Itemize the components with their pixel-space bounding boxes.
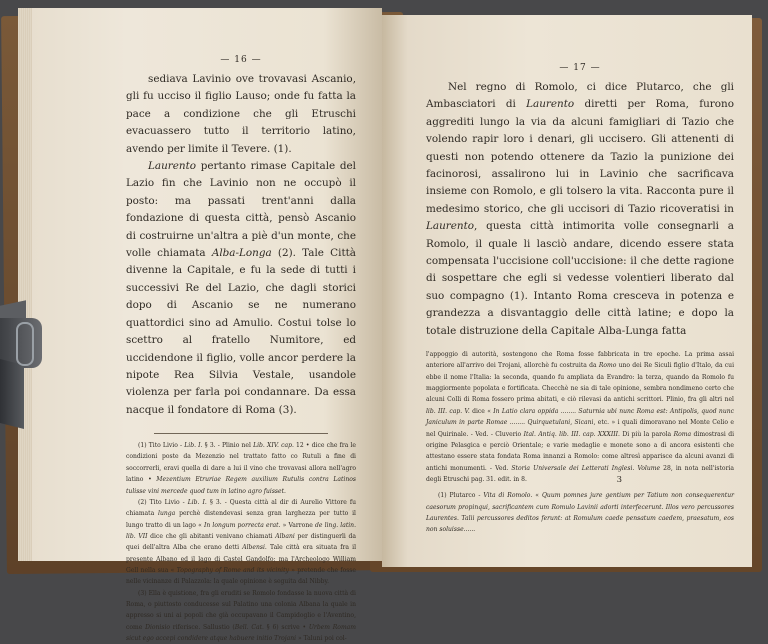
footnote-rule [154,433,328,434]
text-run: » pretende che fosse nelle vicinanze di Palazzola: la quale opinione è seguita dal Nibby. [126,566,356,586]
body-text [426,79,734,340]
text-run: » Varrone [280,521,315,529]
paragraph [126,158,356,419]
italic-text: Dionisio [145,623,171,631]
italic-text: Bell. Cat. [234,623,264,631]
text-run: dice che gli abitanti venivano chiamati [147,532,276,540]
footnote [426,490,734,535]
text-run: (3) Ella è quistione, fra gli eruditi se Romolo fondasse la nuova città di Roma, o piuttosto conducesse sul Palatino una colonia Albana la quale in appresso si uni ai popoli che già occupavano il Campidoglio e l'Aventino, come [126,589,356,631]
binder-clip-ring [16,322,34,366]
italic-text: Laurento [426,220,475,233]
italic-text: Albensi [242,544,265,552]
footnote [126,440,356,497]
italic-text: lunga [158,510,176,518]
text-run: 12 • dice che fra le condizioni poste da Mezenzio nel trattato fatto co Rutuli a fine di soccorrerli, eravi quella di dare a lui il vino che trovavasi allora nell'agro latino • [126,442,357,484]
text-run: » Taluni poi col- [296,634,347,642]
text-run: , etc. » i quali dimoravano nel Monte Celio e nel Quirinale. - Ved. - Cluverio [426,419,734,438]
text-run: Nel regno di Romolo, ci dice Plutarco, che gli Ambasciatori di [426,81,734,111]
italic-text: Urbem Romam sicut ego accepi condidere atque habuere initio Trojani [126,623,357,642]
italic-text: Lib. XIV. cap. [253,442,294,450]
text-run: uno dei Re Siculi figlio d'Italo, da cui ebbe il nome l'Italia: la seconda, quando fu ampliata da Evandro: la terza, quando da Romolo fu maggiormente popolata e fortificata. Checchè ne sia di tale opinione, sembra nondimeno certo che alcuni Colli di Roma fossero prima abitati, e ciò rilevasi da antichi scrittori. Plinio, fra gli altri nel [426,362,735,404]
right-page [382,15,752,567]
footnote-continued [426,349,734,485]
signature-mark: 3 [616,475,622,485]
italic-text: Albani [275,532,295,540]
binder-clip-lower [0,359,24,429]
text-run: , questa città intimorita volle consegnarli a Romolo, il quale li lasciò andare, dicendo essere stata compensata l'uccisione coll'uccisione: il che dette ragione di sospettare che egli si vedesse volentieri liberato dal suo compagno (1). Intanto Roma cresceva in potenza e grandezza a disvantaggio delle città latine; e dopo la totale distruzione della Capitale Alba-Lunga fatta [426,220,734,337]
text-run: § 3. - Questa città al dir di Aurelio Vittore fu chiamata [126,498,356,518]
italic-text: Mezentium Etruriae Regem auxilium Rutulis contra Latinos tulisse vini mercede quod tum in latino agro fuisset. [126,476,356,495]
italic-text: Romo [598,362,617,370]
paragraph [126,71,356,158]
italic-text: Lib. I. [184,442,203,450]
footnotes [426,349,734,536]
footnote [126,497,356,588]
text-run: sediava Lavinio ove trovavasi Ascanio, gli fu ucciso il figlio Lauso; onde fu fatta la pace a condizione che gli Etruschi evacuassero tutto il territorio latino, avendo per limite il Tevere. (1). [126,73,356,155]
text-run: (1) Tito Livio - [138,442,185,450]
text-run: dice « [469,407,494,415]
text-run: . « [530,492,542,500]
text-run: l'appoggio di autorità, sostengono che Roma fosse fabbricata in tre epoche. La prima assai anteriore all'arrivo dei Trojani, allorchè fu costruita da [426,351,734,370]
italic-text: Topography of Rome and its vicinity [176,566,289,574]
text-run: pertanto rimase Capitale del Lazio fin che Lavinio non ne occupò il posto: ma passati trent'anni dalla fondazione di questa città, pensò Ascanio di costruirne un'altra a piè d'un monte, che volle chiamata [126,160,356,260]
text-run: (2) Tito Livio - [138,498,188,506]
italic-text: Ital. Antiq. lib. III. cap. XXXIII. [523,430,620,438]
italic-text: Storia Universale dei Letterati Inglesi. Volume [511,464,661,472]
italic-text: Vita di Romolo [483,492,531,500]
text-run: 28, in nota nell'istoria degli Etruschi pag. 31. edit. in 8. [426,464,735,483]
text-run: § 3. - Plinio nel [202,442,254,450]
page-number: — 17 — [559,63,601,73]
footnote [126,588,356,644]
text-run: dimostrasi di origine Pelasgica e perciò Orientale; e varie medaglie e monete sono a dì ancora esistenti che attestano essere stata fondata Roma innanzi a Romolo: come altresì apparisce da alcuni avanzi di antichi monumenti. - Ved. [426,430,735,472]
page-number: — 16 — [220,55,262,65]
italic-text: de ling. latin. lib. VII [126,521,356,540]
italic-text: In Latio clara oppida ........ Saturnia ubi nunc Roma est: Antipolis, quod nunc Janiculum in parte Romae ........ Quirquetulani, Sicani [426,407,734,427]
text-run: per distinguerli da quei dell'altra Alba che erano detti [126,532,356,552]
italic-text: lib. III. cap. V. [426,407,470,415]
text-run: (1) Plutarco - [438,492,484,500]
left-page [18,8,382,642]
italic-text: Roma [673,430,692,438]
page-edges [18,8,32,561]
paragraph [426,79,734,340]
text-run: . Tale città era situata fra il presente Albano ed il lago di Castel Gandolfo; ma l'Archeologo William Gell nella sua « [126,544,356,574]
footnotes [126,440,356,644]
italic-text: Laurento [148,160,197,173]
italic-text: Alba-Longa [211,247,272,260]
text-run: (2). Tale Città divenne la Capitale, e fu la sede di tutti i successivi Re del Lazio, che dagli storici dopo di Ascanio se ne numerano quattordici sino ad Amulio. Costui tolse lo scettro al fratello Numitore, ed uccidendone il figlio, volle ancor perdere la nipote Rea Silvia Vestale, usandole violenza per farla poi condannare. Da essa nacque il fondatore di Roma (3). [126,247,356,416]
text-run: riferisce. Sallustio ( [170,623,235,631]
text-run: § 6) scrive • [263,623,309,631]
text-run: perchè distendevasi senza gran larghezza per tutto il lungo tratto di un lago « [126,510,356,529]
text-run: diretti per Roma, furono aggrediti lungo la via da alcuni famigliari di Tazio che volendo rapir loro i denari, gli uccisero. Gli attenenti di questi non potendo ottenere da Tazio la punizione dei facinorosi, assalirono lui in Lavinio che sacrificava insieme con Romolo, e gli tolsero la vita. Racconta pure il medesimo storico, che gli uccisori di Tazio ricoveratisi in [426,98,734,215]
italic-text: Lib. I. [187,498,207,506]
text-run: Di più la parola [619,430,674,438]
italic-text: Quum pomnes jure gentium per Tatium non consequerentur caesorum propinqui, sacrificantem cum Romulo Lavinii adorti interfecerunt. Illos vero percussores Laurentes. Talii percussores deditos ferunt: at Romulum caede pensatum caedem, praesatum, eos non soluisse...... [426,492,734,534]
italic-text: In longum porrecta erat. [203,521,281,529]
body-text [126,71,356,419]
italic-text: Laurento [526,98,575,111]
